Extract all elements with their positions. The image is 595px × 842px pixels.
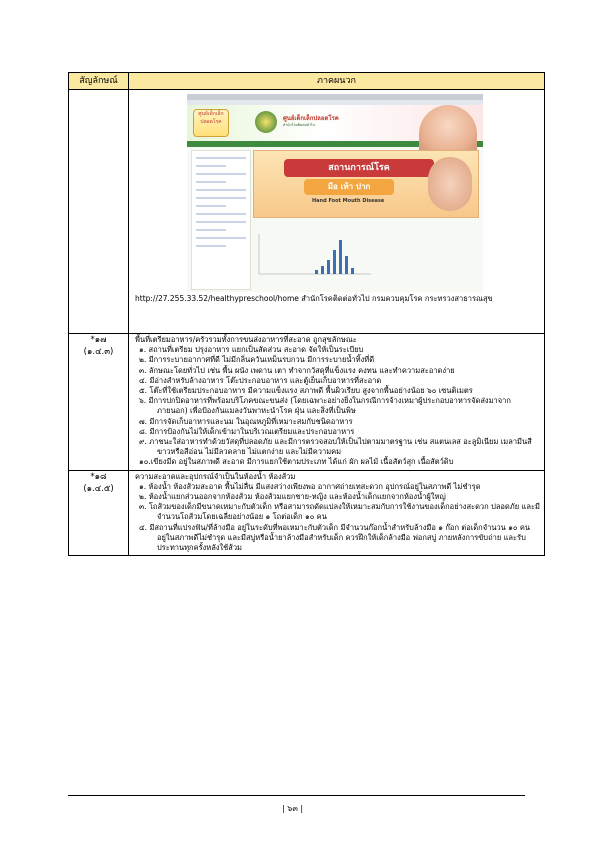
section-content-cell bbox=[129, 334, 545, 471]
list-item: ๗. มีการจัดเก็บอาหารและนม ในอุณหภูมิที่เหมาะสมกับชนิดอาหาร bbox=[139, 416, 353, 426]
section-code: (๑.๔.๓) bbox=[83, 347, 114, 357]
section-row-17 bbox=[69, 334, 545, 471]
header-description: ภาคผนวก bbox=[129, 73, 545, 90]
page-number: | ๖๓ | bbox=[282, 804, 304, 813]
site-logo bbox=[193, 109, 229, 137]
site-title: ศูนย์เด็กเล็กปลอดโรค bbox=[283, 115, 339, 122]
sidebar-line bbox=[196, 213, 246, 215]
section-title: ความสะอาดและอุปกรณ์จำเป็นในห้องน้ำ ห้องส้วม bbox=[135, 471, 296, 481]
site-bar-chart bbox=[255, 230, 375, 278]
list-item: ๒. ห้องน้ำแยกส่วนออกจากห้องส้วม ห้องส้วมแยกชาย-หญิง และห้องน้ำเด็กแยกจากห้องน้ำผู้ใหญ่ bbox=[139, 492, 446, 502]
sidebar-line bbox=[196, 157, 246, 159]
list-item: ๒. มีการระบายอากาศที่ดี ไม่มีกลิ่นควันเหม็นรบกวน มีการระบายน้ำทิ้งที่ดี bbox=[139, 355, 375, 365]
list-item: ๑. ห้องน้ำ ห้องส้วมสะอาด พื้นไม่ลื่น มีแสงสว่างเพียงพอ อากาศถ่ายเทสะดวก อุปกรณ์อยู่ในสภาพดี ไม่ชำรุด bbox=[139, 481, 481, 491]
list-item: ๑. สถานที่เตรียม ปรุงอาหาร แยกเป็นสัดส่วน สะอาด จัดให้เป็นระเบียบ bbox=[139, 345, 364, 355]
section-content-cell bbox=[129, 470, 545, 556]
section-symbol: *๑๘ bbox=[90, 471, 107, 482]
banner-line1: สถานการณ์โรค bbox=[284, 159, 434, 177]
list-item: ๘. มีการป้องกันไม่ให้เด็กเข้ามาในบริเวณเตรียมและประกอบอาหาร bbox=[139, 426, 355, 436]
site-header bbox=[187, 105, 483, 141]
sidebar-line bbox=[196, 245, 226, 247]
section-symbol: *๑๗ bbox=[90, 335, 107, 345]
section-symbol-cell bbox=[69, 334, 129, 471]
sidebar-line bbox=[196, 165, 226, 167]
sidebar-line bbox=[196, 173, 246, 175]
section-items bbox=[129, 482, 544, 555]
section-symbol-cell bbox=[69, 470, 129, 556]
site-content bbox=[253, 150, 479, 288]
section-row-18 bbox=[69, 470, 545, 556]
sidebar-line bbox=[196, 229, 226, 231]
list-item: ๔. มีสถานที่แปรงฟัน/ที่ล้างมือ อยู่ในระดับที่พอเหมาะกับตัวเด็ก มีจำนวนก๊อกน้ำสำหรับล้างมือ ๑ ก๊อก ต่อเด็กจำนวน ๑๐ คน อยู่ในสภาพดีไม่ชำรุด และมีสบู่หรือน้ำยาล้างมือสำหรับเด็ก ควรฝึกให้เด็กล้างมือ ฟอกสบู่ ภายหลังการขับถ่าย และรับประทานทุกครั้งหลังใช้ส้วม bbox=[139, 522, 531, 553]
list-item: ๖. มีการปกปิดอาหารที่พร้อมบริโภคขณะขนส่ง (โดยเฉพาะอย่างยิ่งในกรณีการจ้างเหมาผู้ประกอบอาหารจัดส่งมาจากภายนอก) เพื่อป้องกันแมลงวันพาหะนำโรค ฝุ่น และสิ่งที่เป็นพิษ bbox=[139, 396, 511, 416]
list-item: ๕. โต๊ะที่ใช้เตรียมประกอบอาหาร มีความแข็งแรง สภาพดี พื้นผิวเรียบ สูงจากพื้นอย่างน้อย ๖๐ เซนติเมตร bbox=[139, 386, 473, 396]
banner-english: Hand Foot Mouth Disease bbox=[312, 198, 385, 204]
header-symbol: สัญลักษณ์ bbox=[69, 73, 129, 90]
site-sidebar bbox=[191, 150, 251, 290]
sidebar-line bbox=[196, 237, 246, 239]
list-item: ๙. ภาชนะใส่อาหารทำด้วยวัสดุที่ปลอดภัย และมีการตรวจสอบให้เป็นไปตามมาตรฐาน เช่น สแตนเลส อะลูมิเนียม เมลามีนสีขาวหรือสีอ่อน ไม่มีลวดลาย ไม่แตกง่าย และไม่มีความคม bbox=[139, 437, 532, 457]
logo-text: ศูนย์เด็กเล็กปลอดโรค bbox=[198, 111, 224, 125]
child-photo bbox=[428, 157, 472, 211]
page-number-value: ๖๓ bbox=[287, 804, 298, 813]
site-chart-area bbox=[253, 222, 477, 282]
image-row-content-cell bbox=[129, 90, 545, 334]
list-item: ๓. โถส้วมของเด็กมีขนาดเหมาะกับตัวเด็ก หรือสามารถดัดแปลงให้เหมาะสมกับการใช้งานของเด็กอย่างสะดวก ปลอดภัย และมีจำนวนโถส้วมโดยเฉลี่ยอย่างน้อย ๑ โถต่อเด็ก ๑๐ คน bbox=[139, 502, 540, 522]
footer-rule bbox=[68, 795, 525, 796]
list-item: ๔. มีอ่างสำหรับล้างอาหาร โต๊ะประกอบอาหาร และตู้เย็นเก็บอาหารที่สะอาด bbox=[139, 375, 382, 385]
ministry-seal-icon bbox=[255, 111, 277, 133]
sidebar-line bbox=[196, 189, 246, 191]
sidebar-line bbox=[196, 205, 226, 207]
section-title: พื้นที่เตรียมอาหาร/ครัวรวมทั้งการขนส่งอาหารที่สะอาด ถูกสุขลักษณะ bbox=[135, 335, 357, 344]
site-subtitle: สำนักโรคติดต่อทั่วไป bbox=[283, 123, 315, 127]
section-code: (๑.๔.๕) bbox=[83, 483, 114, 494]
disease-banner bbox=[253, 150, 479, 218]
image-row-symbol-cell bbox=[69, 90, 129, 334]
image-row bbox=[69, 90, 545, 334]
image-caption: http://27.255.33.52/healthypreschool/home สำนักโรคติดต่อทั่วไป กรมควบคุมโรค กระทรวงสาธารณสุข bbox=[135, 294, 493, 303]
table-header-row bbox=[69, 73, 545, 90]
list-item: ๓. ลักษณะโดยทั่วไป เช่น พื้น ผนัง เพดาน เตา ทำจากวัสดุที่แข็งแรง คงทน และทำความสะอาดง่าย bbox=[139, 365, 455, 375]
appendix-table bbox=[68, 72, 545, 556]
sidebar-line bbox=[196, 221, 246, 223]
sidebar-line bbox=[196, 181, 226, 183]
website-screenshot bbox=[187, 94, 483, 292]
section-items bbox=[129, 345, 544, 469]
banner-line2: มือ เท้า ปาก bbox=[304, 179, 394, 195]
sidebar-line bbox=[196, 197, 246, 199]
list-item: ๑๐.เขียงมีด อยู่ในสภาพดี สะอาด มีการแยกใช้ตามประเภท ได้แก่ ผัก ผลไม้ เนื้อสัตว์สุก เนื้อสัตว์ดิบ bbox=[139, 457, 454, 467]
